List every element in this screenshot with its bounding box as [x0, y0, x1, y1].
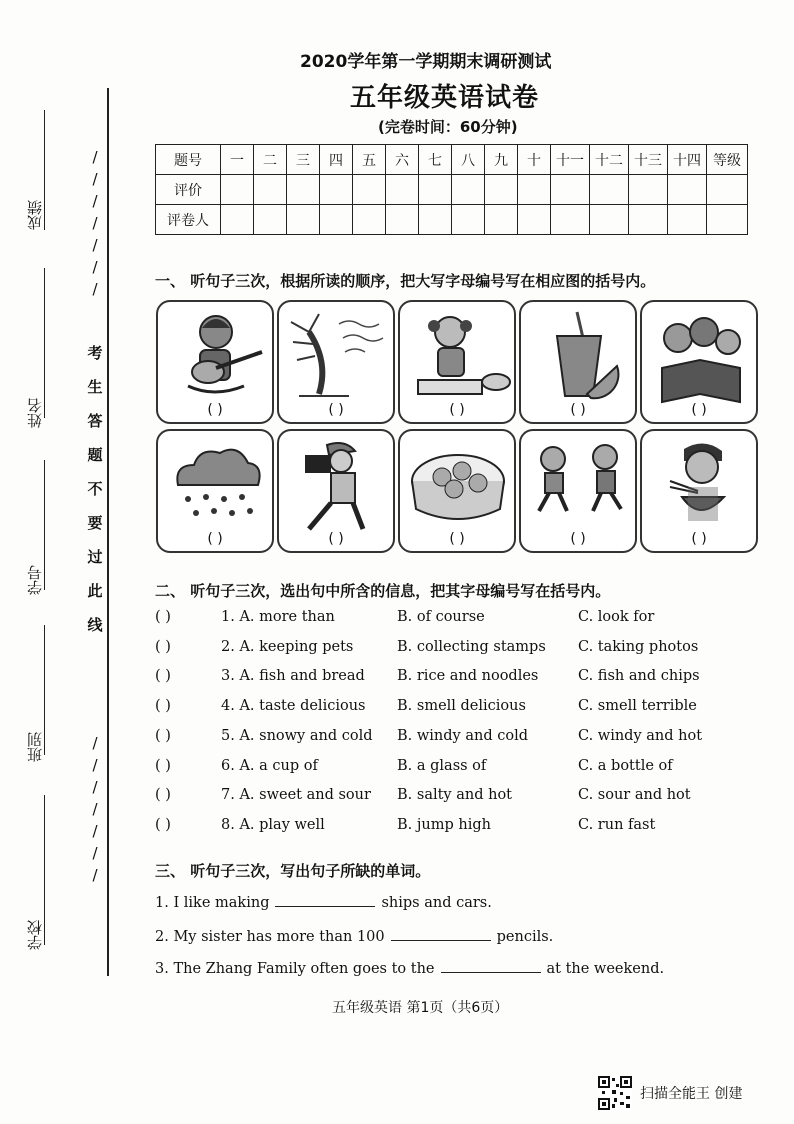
sentence-end: at the weekend.: [546, 961, 665, 977]
option-c: C. windy and hot: [578, 728, 703, 744]
class-field-line: [44, 625, 45, 755]
answer-paren[interactable]: ( ): [155, 609, 171, 625]
bottom-cut-marks: / / / / / / /: [92, 734, 98, 884]
do-not-cross-notice: 考 生 答 题 不 要 过 此 线: [87, 344, 103, 634]
qr-code-icon: [598, 1076, 632, 1110]
answer-paren[interactable]: ( ): [328, 402, 344, 418]
option-a: 3. A. fish and bread: [221, 668, 365, 684]
score-cell[interactable]: [629, 175, 668, 205]
score-table-row-label: 评价: [156, 175, 221, 205]
score-cell[interactable]: [320, 175, 353, 205]
answer-paren[interactable]: ( ): [155, 758, 171, 774]
option-a: 6. A. a cup of: [221, 758, 318, 774]
score-table-header: 十三: [629, 145, 668, 175]
score-table-row: [156, 205, 748, 235]
choice-question: [155, 728, 755, 754]
option-b: B. smell delicious: [397, 698, 526, 714]
picture-card: [519, 429, 637, 553]
score-cell[interactable]: [221, 175, 254, 205]
score-table-row-label: 评卷人: [156, 205, 221, 235]
score-table-header: 二: [254, 145, 287, 175]
score-table-header: 题号: [156, 145, 221, 175]
sentence-start: 1. I like making: [155, 895, 270, 911]
score-table: [155, 144, 748, 235]
exam-subtitle: 2020学年第一学期期末调研测试: [300, 52, 552, 72]
option-b: B. jump high: [397, 817, 491, 833]
option-b: B. a glass of: [397, 758, 487, 774]
grader-cell[interactable]: [707, 205, 748, 235]
choice-question: [155, 698, 755, 724]
answer-paren[interactable]: ( ): [207, 402, 223, 418]
answer-paren[interactable]: ( ): [449, 531, 465, 547]
answer-paren[interactable]: ( ): [449, 402, 465, 418]
name-field-line: [44, 268, 45, 418]
option-b: B. collecting stamps: [397, 639, 546, 655]
option-c: C. run fast: [578, 817, 656, 833]
answer-paren[interactable]: ( ): [691, 402, 707, 418]
choice-question: [155, 758, 755, 784]
answer-paren[interactable]: ( ): [691, 531, 707, 547]
score-cell[interactable]: [485, 175, 518, 205]
sentence-end: pencils.: [496, 929, 554, 945]
score-cell[interactable]: [254, 175, 287, 205]
answer-paren[interactable]: ( ): [155, 728, 171, 744]
score-table-header: 十: [518, 145, 551, 175]
option-c: C. look for: [578, 609, 655, 625]
grader-cell[interactable]: [254, 205, 287, 235]
picture-card: [156, 300, 274, 424]
answer-paren[interactable]: ( ): [155, 668, 171, 684]
page-title: 五年级英语试卷: [350, 83, 540, 113]
picture-card: [398, 429, 516, 553]
fill-in-sentence: [155, 892, 492, 911]
grader-cell[interactable]: [518, 205, 551, 235]
sentence-end: ships and cars.: [381, 895, 492, 911]
option-b: B. of course: [397, 609, 485, 625]
grader-cell[interactable]: [551, 205, 590, 235]
answer-blank[interactable]: [275, 892, 375, 907]
score-table-header: 九: [485, 145, 518, 175]
section1-instruction: 一、 听句子三次，根据所读的顺序，把大写字母编号写在相应图的括号内。: [155, 272, 656, 290]
grader-cell[interactable]: [452, 205, 485, 235]
score-field-line: [44, 110, 45, 230]
scanner-watermark: 扫描全能王 创建: [640, 1086, 743, 1102]
choice-question: [155, 639, 755, 665]
option-c: C. taking photos: [578, 639, 699, 655]
score-table-header: 十二: [590, 145, 629, 175]
option-b: B. windy and cold: [397, 728, 528, 744]
option-a: 8. A. play well: [221, 817, 325, 833]
picture-card: [640, 300, 758, 424]
score-table-header: 十一: [551, 145, 590, 175]
answer-paren[interactable]: ( ): [570, 402, 586, 418]
score-cell[interactable]: [287, 175, 320, 205]
option-b: B. salty and hot: [397, 787, 512, 803]
score-table-header-row: [156, 145, 748, 175]
section3-instruction: 三、 听句子三次，写出句子所缺的单词。: [155, 862, 431, 880]
score-table-header: 五: [353, 145, 386, 175]
top-cut-marks: / / / / / / /: [92, 148, 98, 298]
choice-question: [155, 817, 755, 843]
score-table-header: 等级: [707, 145, 748, 175]
grader-cell[interactable]: [485, 205, 518, 235]
grader-cell[interactable]: [629, 205, 668, 235]
score-cell[interactable]: [452, 175, 485, 205]
student-number-field-line: [44, 460, 45, 590]
class-field-label: 班别: [26, 732, 44, 762]
score-cell[interactable]: [353, 175, 386, 205]
score-cell[interactable]: [707, 175, 748, 205]
student-number-field-label: 学号: [26, 565, 44, 595]
score-cell[interactable]: [551, 175, 590, 205]
option-a: 5. A. snowy and cold: [221, 728, 373, 744]
school-field-label: 学校: [26, 920, 44, 950]
choice-question: [155, 787, 755, 813]
score-field-label: 成绩: [26, 200, 44, 230]
score-cell[interactable]: [518, 175, 551, 205]
fill-in-sentence: [155, 958, 664, 977]
grader-cell[interactable]: [668, 205, 707, 235]
score-cell[interactable]: [590, 175, 629, 205]
score-table-row: [156, 175, 748, 205]
option-c: C. fish and chips: [578, 668, 700, 684]
option-a: 1. A. more than: [221, 609, 335, 625]
page-footer: 五年级英语 第1页（共6页）: [332, 1000, 509, 1016]
grader-cell[interactable]: [320, 205, 353, 235]
score-cell[interactable]: [386, 175, 419, 205]
answer-blank[interactable]: [441, 958, 541, 973]
score-table-header: 一: [221, 145, 254, 175]
score-cell[interactable]: [419, 175, 452, 205]
binding-line: [107, 88, 109, 976]
sentence-start: 3. The Zhang Family often goes to the: [155, 961, 435, 977]
exam-duration: (完卷时间：60分钟): [378, 118, 518, 136]
answer-blank[interactable]: [391, 926, 491, 941]
score-table-header: 六: [386, 145, 419, 175]
score-table-header: 十四: [668, 145, 707, 175]
picture-card: [519, 300, 637, 424]
answer-paren[interactable]: ( ): [328, 531, 344, 547]
grader-cell[interactable]: [287, 205, 320, 235]
score-table-header: 八: [452, 145, 485, 175]
section2-instruction: 二、 听句子三次，选出句中所含的信息，把其字母编号写在括号内。: [155, 582, 611, 600]
fill-in-sentence: [155, 926, 553, 945]
score-table-header: 七: [419, 145, 452, 175]
grader-cell[interactable]: [353, 205, 386, 235]
score-table-header: 四: [320, 145, 353, 175]
score-table-header: 三: [287, 145, 320, 175]
answer-paren[interactable]: ( ): [155, 787, 171, 803]
answer-paren[interactable]: ( ): [570, 531, 586, 547]
choice-question: [155, 609, 755, 635]
picture-card: [277, 429, 395, 553]
name-field-label: 姓名: [26, 398, 44, 428]
answer-paren[interactable]: ( ): [155, 817, 171, 833]
grader-cell[interactable]: [590, 205, 629, 235]
school-field-line: [44, 795, 45, 945]
option-a: 4. A. taste delicious: [221, 698, 366, 714]
grader-cell[interactable]: [221, 205, 254, 235]
score-cell[interactable]: [668, 175, 707, 205]
option-c: C. smell terrible: [578, 698, 697, 714]
option-a: 7. A. sweet and sour: [221, 787, 371, 803]
picture-card: [277, 300, 395, 424]
grader-cell[interactable]: [386, 205, 419, 235]
sentence-start: 2. My sister has more than 100: [155, 929, 385, 945]
picture-card: [640, 429, 758, 553]
answer-paren[interactable]: ( ): [155, 639, 171, 655]
option-c: C. a bottle of: [578, 758, 673, 774]
answer-paren[interactable]: ( ): [155, 698, 171, 714]
picture-card: [156, 429, 274, 553]
answer-paren[interactable]: ( ): [207, 531, 223, 547]
option-b: B. rice and noodles: [397, 668, 539, 684]
option-c: C. sour and hot: [578, 787, 691, 803]
option-a: 2. A. keeping pets: [221, 639, 354, 655]
grader-cell[interactable]: [419, 205, 452, 235]
picture-card: [398, 300, 516, 424]
choice-question: [155, 668, 755, 694]
